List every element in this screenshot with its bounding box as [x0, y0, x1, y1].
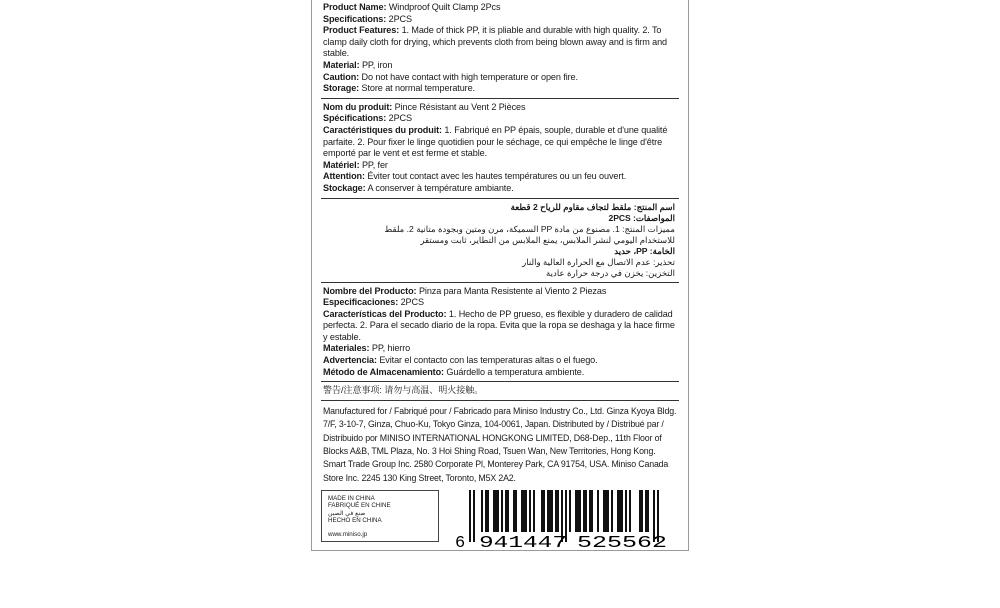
barcode-bar: [481, 490, 483, 532]
barcode-bar: [621, 490, 623, 532]
chinese-warning-text: 警告/注意事项: 请勿与高温、明火接触。: [323, 385, 484, 396]
spanish-warning: Advertencia: Evitar el contacto con las temperaturas altas o el fuego.: [323, 355, 598, 366]
made-in-line: FABRIQUÉ EN CHINE: [328, 502, 391, 510]
barcode-bar: [487, 490, 489, 532]
barcode-bar: [647, 490, 649, 532]
barcode-bar: [501, 490, 503, 532]
barcode-first-digit: 6: [455, 534, 466, 550]
arabic-line: الخامة: PP، حديد: [614, 245, 675, 256]
barcode-bar: [525, 490, 527, 532]
arabic-line: اسم المنتج: ملقط لتجاف مقاوم للرياح 2 قطعة: [510, 201, 675, 212]
english-specifications: Specifications: 2PCS: [323, 13, 412, 24]
barcode-bar: [645, 490, 647, 532]
english-features: Product Features: 1. Made of thick PP, it is pliable and durable with high quality. 2. To clamp daily cloth for drying, which prevents cloth from being blown away and is firm and stable.: [323, 25, 668, 59]
arabic-line: المواصفات: 2PCS: [608, 212, 675, 223]
barcode-bar: [521, 490, 523, 532]
barcode-bar: [625, 490, 627, 532]
product-label: [311, 0, 689, 551]
french-specifications: Spécifications: 2PCS: [323, 113, 412, 124]
arabic-section: [321, 199, 679, 282]
arabic-line: تحذير: عدم الاتصال مع الحرارة العالية والنار: [522, 256, 675, 267]
made-in-box: [321, 490, 439, 542]
barcode-bar: [557, 490, 559, 532]
barcode-bar: [629, 490, 631, 532]
arabic-line: مميزات المنتج: 1. مصنوع من مادة PP السميكة، مرن ومتين وبجودة متانية 2. ملقط: [384, 223, 675, 234]
spanish-material: Materiales: PP, hierro: [323, 343, 411, 354]
arabic-line: للاستخدام اليومي لنشر الملابس، يمنع الملابس من التطاير، ثابت ومستقر: [420, 234, 675, 245]
barcode-bar: [583, 490, 585, 532]
barcode-bar: [533, 490, 535, 532]
barcode-bar: [579, 490, 581, 532]
barcode-bar: [605, 490, 607, 532]
spanish-features: Características del Producto: 1. Hecho de PP grueso, es flexible y duradero de calidad perfecta. 2. Para el secado diario de la ropa. Evita que la ropa se deshaga y la hace firme y estable.: [323, 308, 675, 342]
barcode-bar: [507, 490, 509, 532]
chinese-warning: [321, 382, 679, 400]
barcode-bar: [619, 490, 621, 532]
english-product-name: Product Name: Windproof Quilt Clamp 2Pcs: [323, 2, 501, 12]
barcode-bar: [597, 490, 599, 532]
website-text: www.miniso.jp: [328, 530, 368, 538]
french-product-name: Nom du produit: Pince Résistant au Vent 2 Pièces: [323, 101, 526, 112]
spanish-section: [321, 283, 679, 382]
barcode-bar: [513, 490, 515, 532]
barcode-bar: [541, 490, 543, 532]
barcode-bar: [523, 490, 525, 532]
manufacturer-text: Manufactured for / Fabriqué pour / Fabricado para Miniso Industry Co., Ltd. Ginza Kyoya Bldg. 7/F, 3-10-7, Ginza, Chuo-Ku, Tokyo Ginza, 104-0061, Japan. Distributed by / Distribué par / Distribuido por MINISO INTERNATIONAL HONGKONG LIMITED, D68-Dep., 11th Floor of Blocks A&B, TML Plaza, No. 3 Hoi Shing Road, Tsuen Wan, New Territories, Hong Kong. Smart Trade Group Inc. 2580 Corporate Pl, Monterey Park, CA 91754, USA. Miniso Canada Store Inc. 2245 130 King Street, Toronto, M5X 2A2.: [323, 405, 677, 483]
barcode-bar: [473, 490, 475, 542]
barcode-bar: [493, 490, 495, 532]
barcode-bar: [607, 490, 609, 532]
made-in-line: MADE IN CHINA: [328, 495, 375, 502]
barcode-bar: [589, 490, 591, 532]
french-features: Caractéristiques du produit: 1. Fabriqué en PP épais, souple, durable et d'une qualité parfaite. 2. Pour fixer le linge quotidien pour le séchage, ce qui empêche le linge d'être emporté par le vent et est ferme et stable.: [323, 124, 668, 159]
french-section: [321, 99, 679, 198]
barcode-bar: [497, 490, 499, 532]
spanish-product-name: Nombre del Producto: Pinza para Manta Resistente al Viento 2 Piezas: [323, 285, 607, 296]
barcode-bar: [577, 490, 579, 532]
barcode: [453, 490, 681, 550]
barcode-bar: [639, 490, 641, 532]
manufacturer-info: [321, 401, 679, 485]
barcode-bar: [603, 490, 605, 532]
barcode-bar: [495, 490, 497, 532]
barcode-bar: [575, 490, 577, 532]
french-attention: Attention: Éviter tout contact avec les hautes températures ou un feu ouvert.: [323, 171, 627, 182]
barcode-bar: [549, 490, 551, 532]
barcode-bar: [469, 490, 471, 542]
made-in-line: HECHO EN CHINA: [328, 517, 382, 525]
english-material: Material: PP, iron: [323, 59, 393, 70]
barcode-right-digits: 525562: [577, 534, 667, 550]
arabic-line: التخزين: يخزن في درجة حرارة عادية: [546, 267, 675, 278]
made-in-line: صنع في الصين: [328, 509, 366, 517]
barcode-bar: [505, 490, 507, 532]
english-storage: Storage: Store at normal temperature.: [323, 83, 475, 94]
barcode-bar: [611, 490, 613, 532]
french-storage: Stockage: A conserver à température ambiante.: [323, 182, 514, 193]
barcode-bar: [569, 490, 571, 532]
english-caution: Caution: Do not have contact with high temperature or open fire.: [323, 71, 578, 82]
spanish-storage: Método de Almacenamiento: Guárdello a temperatura ambiente.: [323, 366, 585, 377]
label-content: [321, 0, 679, 485]
barcode-bar: [585, 490, 587, 532]
french-material: Matériel: PP, fer: [323, 159, 388, 170]
barcode-bar: [485, 490, 487, 532]
barcode-left-digits: 941447: [479, 534, 567, 550]
barcode-bar: [555, 490, 557, 532]
spanish-specifications: Especificaciones: 2PCS: [323, 297, 424, 308]
barcode-bar: [529, 490, 531, 532]
barcode-bar: [641, 490, 643, 532]
label-footer: [321, 490, 681, 550]
barcode-bar: [551, 490, 553, 532]
barcode-bar: [591, 490, 593, 532]
barcode-bar: [617, 490, 619, 532]
english-section: [321, 0, 679, 98]
barcode-bar: [547, 490, 549, 532]
barcode-bar: [543, 490, 545, 532]
barcode-bar: [515, 490, 517, 532]
